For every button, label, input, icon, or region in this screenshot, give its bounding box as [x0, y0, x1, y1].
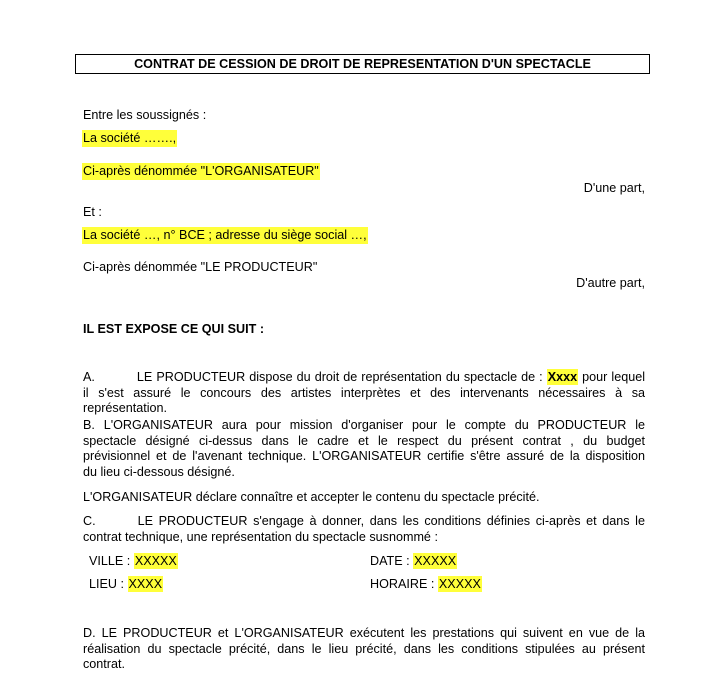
- section-heading: IL EST EXPOSE CE QUI SUIT :: [83, 322, 265, 336]
- clause-a-line-3: représentation.: [83, 401, 168, 415]
- lieu-label: LIEU :: [89, 577, 124, 591]
- clause-c-text: LE PRODUCTEUR s'engage à donner, dans les conditions définies ci-après et dans le: [137, 514, 645, 528]
- clause-c-line-1: [83, 514, 645, 530]
- organizer-alias-text: Ci-après dénommée "L'ORGANISATEUR": [83, 164, 319, 178]
- clause-c-letter: C.: [83, 514, 96, 528]
- clause-a-line-1: [83, 370, 645, 386]
- organizer-company: [82, 130, 177, 147]
- ville-label: VILLE :: [89, 554, 131, 568]
- clause-a-letter: A.: [83, 370, 95, 384]
- organizer-company-text: La société …….,: [83, 131, 177, 145]
- horaire-value: XXXXX: [438, 577, 481, 591]
- producer-company: [82, 227, 368, 244]
- producer-side: D'autre part,: [576, 276, 645, 290]
- ville-value: XXXXX: [134, 554, 177, 568]
- horaire-row: [370, 577, 482, 591]
- clause-b-line-3: prévisionnel et de l'avenant technique. L'ORGANISATEUR certifie s'être assuré de la disposition: [83, 449, 645, 463]
- clause-b-line-4: du lieu ci-dessous désigné.: [83, 464, 235, 479]
- organizer-side: D'une part,: [583, 181, 645, 195]
- clause-b-line-1: B. L'ORGANISATEUR aura pour mission d'organiser pour le compte du PRODUCTEUR le: [83, 418, 645, 432]
- clause-a: [83, 370, 645, 417]
- producer-company-text: La société …, n° BCE ; adresse du siège social …,: [83, 228, 367, 242]
- clause-c-line-2: contrat technique, une représentation du spectacle susnommé :: [83, 529, 438, 544]
- clause-a-line-2: il s'est assuré le concours des artistes interprètes et des intervenants nécessaires à sa: [83, 385, 645, 400]
- show-name-placeholder: Xxxx: [547, 370, 578, 384]
- organizer-alias: [82, 163, 320, 180]
- producer-alias: Ci-après dénommée "LE PRODUCTEUR": [83, 260, 318, 274]
- lieu-value: XXXX: [128, 577, 163, 591]
- date-label: DATE :: [370, 554, 410, 568]
- clause-b: [83, 418, 645, 480]
- clause-d: [83, 626, 645, 673]
- and-label: Et :: [83, 205, 102, 219]
- date-value: XXXXX: [414, 554, 457, 568]
- clause-a-text: LE PRODUCTEUR dispose du droit de représentation du spectacle de :: [136, 370, 543, 384]
- ville-row: [89, 554, 178, 568]
- clause-d-line-3: contrat.: [83, 657, 125, 671]
- clause-a-text-end: pour lequel: [582, 370, 646, 384]
- date-row: [370, 554, 457, 568]
- clause-d-line-1: D. LE PRODUCTEUR et L'ORGANISATEUR exécutent les prestations qui suivent en vue de la: [83, 626, 645, 640]
- declaration: L'ORGANISATEUR déclare connaître et accepter le contenu du spectacle précité.: [83, 490, 540, 504]
- clause-d-line-2: réalisation du spectacle précité, dans le lieu précité, dans les conditions stipulées au présent: [83, 641, 645, 656]
- lieu-row: [89, 577, 163, 591]
- contract-title: CONTRAT DE CESSION DE DROIT DE REPRESENTATION D'UN SPECTACLE: [75, 54, 650, 74]
- clause-c: [83, 514, 645, 545]
- horaire-label: HORAIRE :: [370, 577, 435, 591]
- clause-b-line-2: spectacle désigné ci-dessus dans le cadre et le respect du présent contrat , du budget: [83, 433, 645, 448]
- parties-intro: Entre les soussignés :: [83, 108, 207, 122]
